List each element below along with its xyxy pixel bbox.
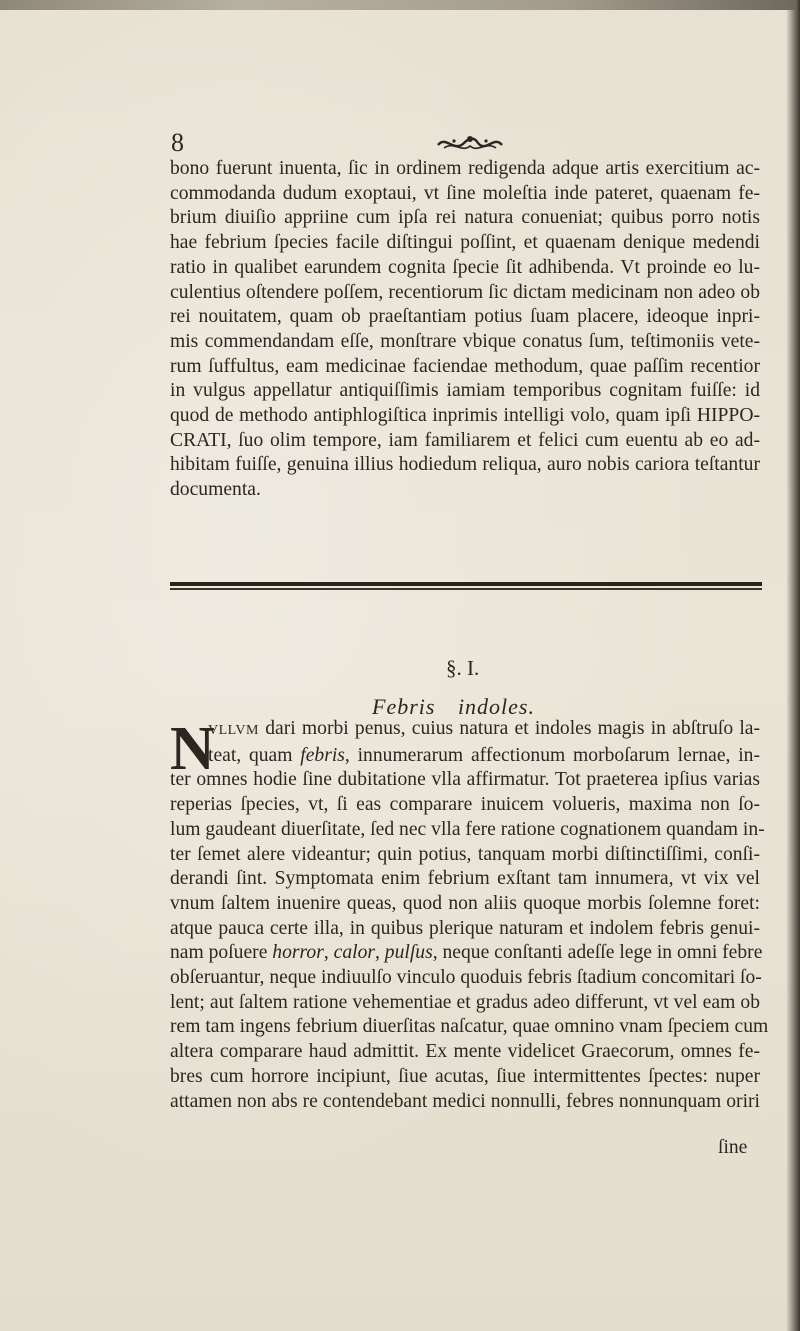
text-line	[170, 793, 760, 818]
italic-term: calor	[333, 942, 375, 964]
text-run: obſeruantur, neque indiuulſo vinculo quoduis febris ſtadium concomitari ſo-	[170, 967, 762, 989]
text-run: teat, quam	[208, 744, 301, 766]
text-run: attamen non abs re contendebant medici nonnulli, febres nonnunquam oriri	[170, 1090, 760, 1112]
text-run: ter ſemet alere videantur; quin potius, tanquam morbi diſtinctiſſimi, conſi-	[170, 843, 760, 865]
text-line	[170, 1015, 769, 1040]
body-paragraph	[170, 717, 769, 1114]
intro-paragraph	[170, 157, 760, 503]
text-line: rei nouitatem, quam ob praeſtantiam potius ſuam placere, ideoque inpri-	[170, 306, 760, 328]
text-run: ,	[375, 942, 385, 964]
text-line: documenta.	[170, 479, 261, 501]
text-line	[170, 843, 760, 868]
text-line	[170, 717, 760, 744]
small-caps-word: VLLVM	[208, 723, 259, 738]
text-run: vnum ſaltem inuenire queas, quod non aliis quoque morbis ſolemne foret:	[170, 892, 760, 914]
drop-cap: N	[170, 715, 215, 783]
text-line: hae febrium ſpecies facile diſtingui poſſint, et quaenam denique medendi	[170, 232, 760, 254]
text-line	[170, 966, 760, 991]
text-line	[170, 917, 760, 942]
text-run: bres cum horrore incipiunt, ſiue acutas, ſiue intermittentes ſpectes: nuper	[170, 1065, 760, 1087]
text-run: reperias ſpecies, vt, ſi eas comparare inuicem volueris, maxima non ſo-	[170, 794, 760, 816]
text-line: culentius oſtendere poſſem, recentiorum ſic dictam medicinam non adeo ob	[170, 281, 760, 303]
text-line	[170, 1090, 760, 1115]
italic-term: pulſus	[384, 942, 433, 964]
text-line: quod de methodo antiphlogiſtica inprimis intelligi volo, quam ipſi HIPPO-	[170, 405, 760, 427]
text-line: mis commendandam eſſe, monſtrare vbique conatus ſum, teſtimoniis vete-	[170, 330, 760, 352]
text-line: bono fuerunt inuenta, ſic in ordinem redigenda adque artis exercitium ac-	[170, 158, 760, 179]
text-line: ratio in qualibet earundem cognita ſpecie ſit adhibenda. Vt proinde eo lu-	[170, 256, 760, 278]
text-line	[170, 941, 763, 966]
section-divider	[170, 582, 762, 592]
page-right-edge	[786, 0, 800, 1331]
text-run: dari morbi penus, cuius natura et indoles magis in abſtruſo la-	[259, 718, 760, 739]
catchword: ſine	[718, 1137, 748, 1158]
text-line: brium diuiſio appriine cum ipſa rei natura conueniat; quibus porro notis	[170, 207, 760, 229]
text-line	[170, 1065, 760, 1090]
text-run: ,	[323, 942, 334, 964]
text-run: lent; aut ſaltem ratione vehementiae et gradus adeo differunt, vt vel eam ob	[170, 991, 760, 1013]
text-run: nam poſuere	[170, 942, 273, 964]
text-run: , innumerarum affectionum morboſarum lernae, in-	[344, 744, 760, 766]
text-line	[170, 991, 760, 1016]
text-line: CRATI, ſuo olim tempore, iam familiarem et felici cum euentu ab eo ad-	[170, 429, 760, 451]
text-line: rum ſuffultus, eam medicinae faciendae methodum, quae paſſim recentior	[170, 355, 760, 377]
text-line: commodanda dudum exoptaui, vt ſine moleſtia inde pateret, quaenam fe-	[170, 182, 760, 204]
italic-term: febris	[300, 744, 345, 766]
section-title: Febris indoles.	[372, 694, 535, 719]
page-top-edge	[0, 0, 800, 10]
text-line	[170, 818, 765, 843]
text-line	[170, 892, 760, 917]
text-line: hibitam fuiſſe, genuina illius hodiedum reliqua, auro nobis cariora teſtantur	[170, 454, 760, 476]
text-line	[170, 768, 760, 793]
italic-term: horror	[272, 942, 324, 964]
text-run: , neque conſtanti adeſſe lege in omni febre	[432, 942, 763, 964]
page-number: 8	[171, 128, 185, 157]
section-number: §. I.	[446, 656, 480, 680]
text-run: altera comparare haud admittit. Ex mente videlicet Graecorum, omnes fe-	[170, 1041, 760, 1063]
text-run: atque pauca certe illa, in quibus plerique naturam et indolem febris genui-	[170, 917, 760, 939]
text-line	[170, 1040, 760, 1065]
text-line: in vulgus appellatur antiquiſſimis iamiam temporibus cognitam fuiſſe: id	[170, 380, 760, 402]
text-line	[170, 867, 760, 892]
text-line	[170, 744, 760, 769]
text-run: rem tam ingens febrium diuerſitas naſcatur, quae omnino vnam ſpeciem cum	[170, 1016, 769, 1038]
text-run: derandi ſint. Symptomata enim febrium exſtant tam innumera, vt vix vel	[170, 868, 760, 890]
text-run: lum gaudeant diuerſitate, ſed nec vlla fere ratione cognationem quandam in-	[170, 818, 765, 840]
printer-ornament-icon	[434, 133, 506, 155]
text-run: ter omnes hodie ſine dubitatione vlla affirmatur. Tot praeterea ipſius varias	[170, 769, 760, 791]
